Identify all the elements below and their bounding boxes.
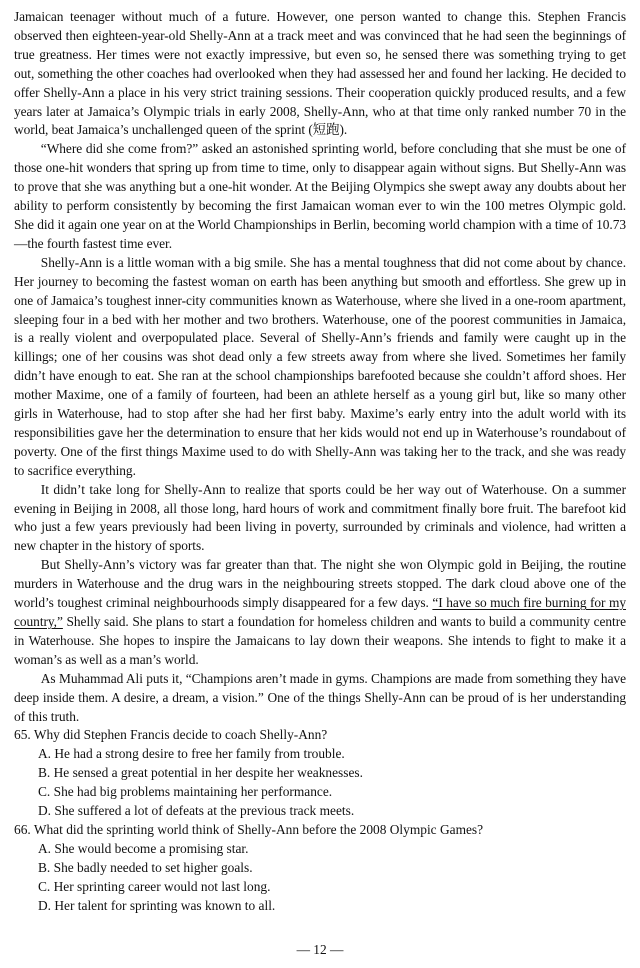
passage-paragraph: Jamaican teenager without much of a future. However, one person wanted to change this. Stephen Francis observed then eighteen-year-old Shelly-Ann at a track meet and was convinced that he had seen the beginnings of true greatness. Her times were not exactly impressive, but even so, he sensed there was something trying to get out, something the other coaches had overlooked when they had assessed her and found her lacking. He decided to offer Shelly-Ann a place in his very strict training sessions. Their cooperation quickly produced results, and a few years later at Jamaica’s Olympic trials in early 2008, Shelly-Ann, who at that time only ranked number 70 in the world, beat Jamaica’s unchallenged queen of the sprint (短跑).	[14, 9, 626, 138]
answer-option: A. He had a strong desire to free her family from trouble.	[38, 746, 345, 762]
question-66	[14, 821, 626, 916]
page-number: — 12 —	[296, 942, 344, 957]
answer-option: C. Her sprinting career would not last long.	[38, 878, 271, 894]
passage-paragraph: It didn’t take long for Shelly-Ann to realize that sports could be her way out of Waterhouse. On a summer evening in Beijing in 2008, all those long, hard hours of work and commitment finally bore fruit. The barefoot kid who just a few years previously had been living in poverty, surrounded by criminals and violence, had written a new chapter in the history of sports.	[14, 481, 626, 554]
answer-option: A. She would become a promising star.	[38, 840, 249, 856]
answer-option: D. She suffered a lot of defeats at the previous track meets.	[38, 803, 355, 819]
passage-paragraph	[14, 556, 626, 669]
passage-paragraph: Shelly-Ann is a little woman with a big smile. She has a mental toughness that did not come about by chance. Her journey to becoming the fastest woman on earth has been anything but smooth and effortless. She grew up in one of Jamaica’s toughest inner-city communities known as Waterhouse, where she lived in a one-room apartment, sleeping four in a bed with her mother and two brothers. Waterhouse, one of the poorest communities in Jamaica, is a really violent and overpopulated place. Several of Shelly-Ann’s friends and family were caught up in the killings; one of her cousins was shot dead only a few streets away from where she lived. Sometimes her family didn’t have enough to eat. She ran at the school championships barefooted because she couldn’t afford shoes. Her mother Maxime, one of a family of fourteen, had been an athlete herself as a young girl but, like so many other girls in Waterhouse, had to stop after she had her first baby. Maxime’s early entry into the adult world with its responsibilities gave her the determination to ensure that her kids would not end up in Waterhouse’s roundabout of poverty. One of the first things Maxime used to do with Shelly-Ann was taking her to the track, and she was ready to sacrifice everything.	[14, 254, 626, 478]
underlined-quote: “I have so much fire burning for my country,”	[14, 595, 627, 629]
answer-option: B. She badly needed to set higher goals.	[38, 859, 253, 875]
question-stem: 66. What did the sprinting world think of Shelly-Ann before the 2008 Olympic Games?	[14, 821, 484, 837]
passage-paragraph: As Muhammad Ali puts it, “Champions aren’t made in gyms. Champions are made from something they have deep inside them. A desire, a dream, a vision.” One of the things Shelly-Ann can be proud of is her understanding of this truth.	[14, 670, 626, 724]
answer-option: D. Her talent for sprinting was known to all.	[38, 897, 276, 913]
passage-paragraph: “Where did she come from?” asked an astonished sprinting world, before concluding that she must be one of those one-hit wonders that spring up from time to time, only to disappear again without signs. But Shelly-Ann was to prove that she was anything but a one-hit wonder. At the Beijing Olympics she swept away any doubts about her ability to perform consistently by becoming the first Jamaican woman ever to win the 100 metres Olympic gold. She did it again one year on at the World Championships in Berlin, becoming world champion with a time of 10.73—the fourth fastest time ever.	[14, 141, 626, 251]
question-stem: 65. Why did Stephen Francis decide to coach Shelly-Ann?	[14, 727, 328, 743]
question-65	[14, 726, 626, 821]
answer-option: B. He sensed a great potential in her despite her weaknesses.	[38, 765, 363, 781]
exam-page	[14, 8, 626, 968]
passage-text: Shelly said. She plans to start a foundation for homeless children and wants to build a community centre in Waterhouse. She hopes to inspire the Jamaicans to lay down their weapons. She intends to fight to make it a woman’s as well as a man’s world.	[14, 614, 626, 667]
answer-option: C. She had big problems maintaining her performance.	[38, 784, 333, 800]
passage-text: But Shelly-Ann’s victory was far greater than that. The night she won Olympic gold in Beijing, the routine murders in Waterhouse and the drug wars in the neighbouring streets stopped. The dark cloud above one of the world’s toughest criminal neighbourhoods simply disappeared for a few days.	[14, 557, 626, 611]
